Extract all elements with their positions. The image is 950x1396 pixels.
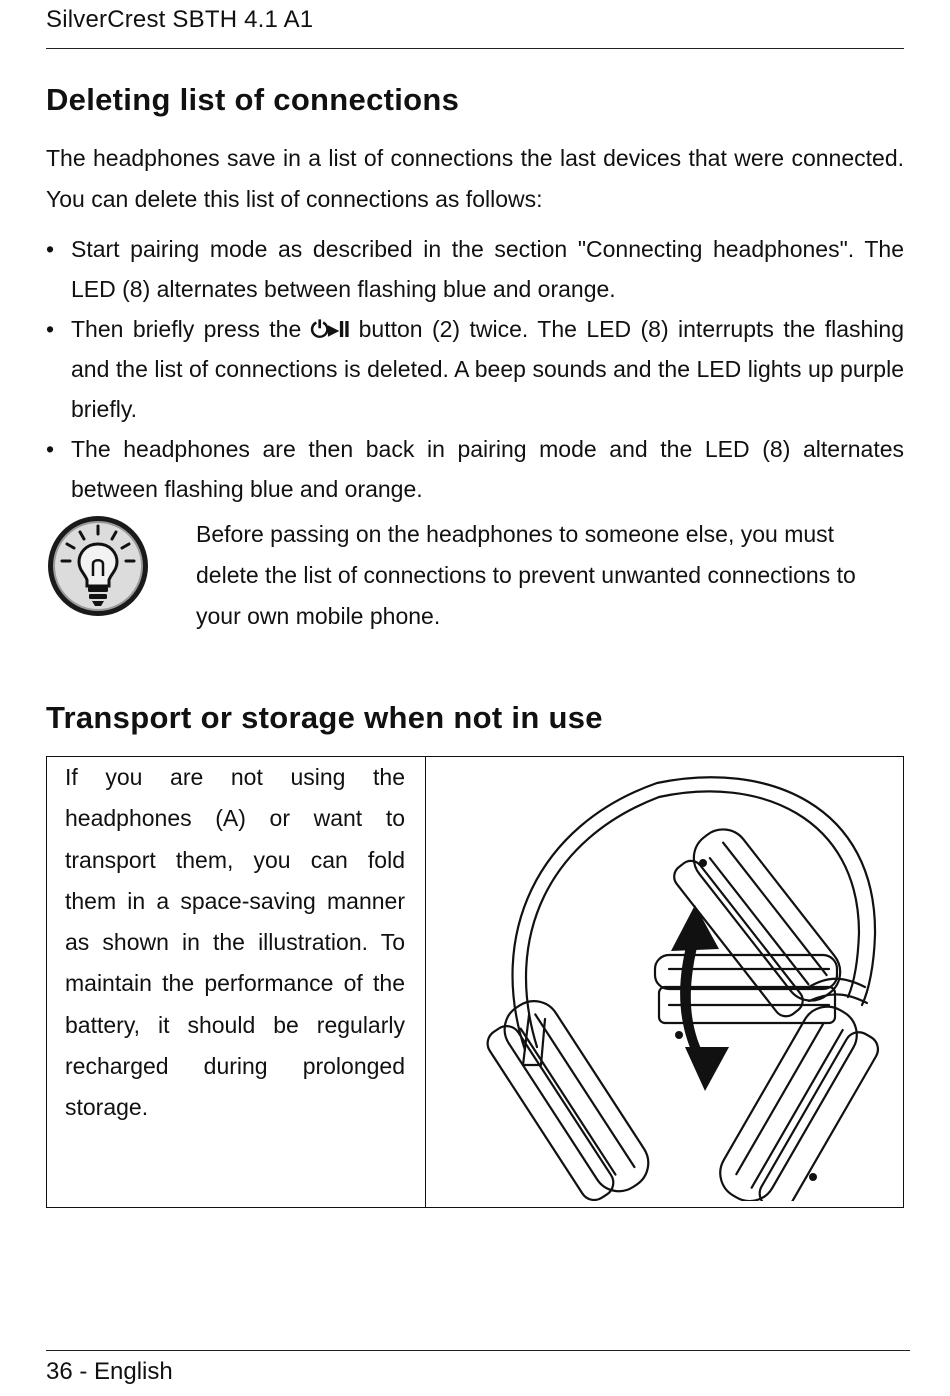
folding-headphones-illustration — [437, 765, 897, 1201]
storage-info-box — [46, 756, 904, 1208]
lightbulb-icon — [46, 514, 150, 618]
list-item-text: button (2) twice. The LED (8) interrupts the flashing and the list of connections is deleted. A beep sounds and the LED lights up purple briefly. — [71, 316, 904, 422]
list-item — [46, 309, 904, 429]
intro-paragraph: The headphones save in a list of connections the last devices that were connected. You can delete this list of connections as follows: — [46, 145, 904, 212]
header-divider — [46, 48, 904, 49]
list-item: • Start pairing mode as described in the section "Connecting headphones". The LED (8) alternates between flashing blue and orange. — [46, 229, 904, 309]
table-divider — [425, 757, 426, 1207]
page-number: 36 - English — [46, 1358, 173, 1385]
steps-list — [46, 229, 904, 509]
list-item: • The headphones are then back in pairing mode and the LED (8) alternates between flashing blue and orange. — [46, 429, 904, 509]
section-heading-deleting: Deleting list of connections — [46, 82, 460, 117]
tip-text: Before passing on the headphones to someone else, you must delete the list of connections to prevent unwanted connections to your own mobile phone. — [196, 521, 856, 629]
storage-text: If you are not using the headphones (A) or want to transport them, you can fold them in a space-saving manner as shown in the illustration. To maintain the performance of the battery, it should be regularly recharged during prolonged storage. — [65, 764, 405, 1121]
document-header: SilverCrest SBTH 4.1 A1 — [46, 6, 314, 33]
section-heading-transport: Transport or storage when not in use — [46, 700, 603, 735]
footer-divider — [46, 1350, 910, 1351]
list-item-text: Then briefly press the — [71, 316, 311, 342]
power-play-pause-icon: ⏻▸II — [310, 316, 350, 342]
